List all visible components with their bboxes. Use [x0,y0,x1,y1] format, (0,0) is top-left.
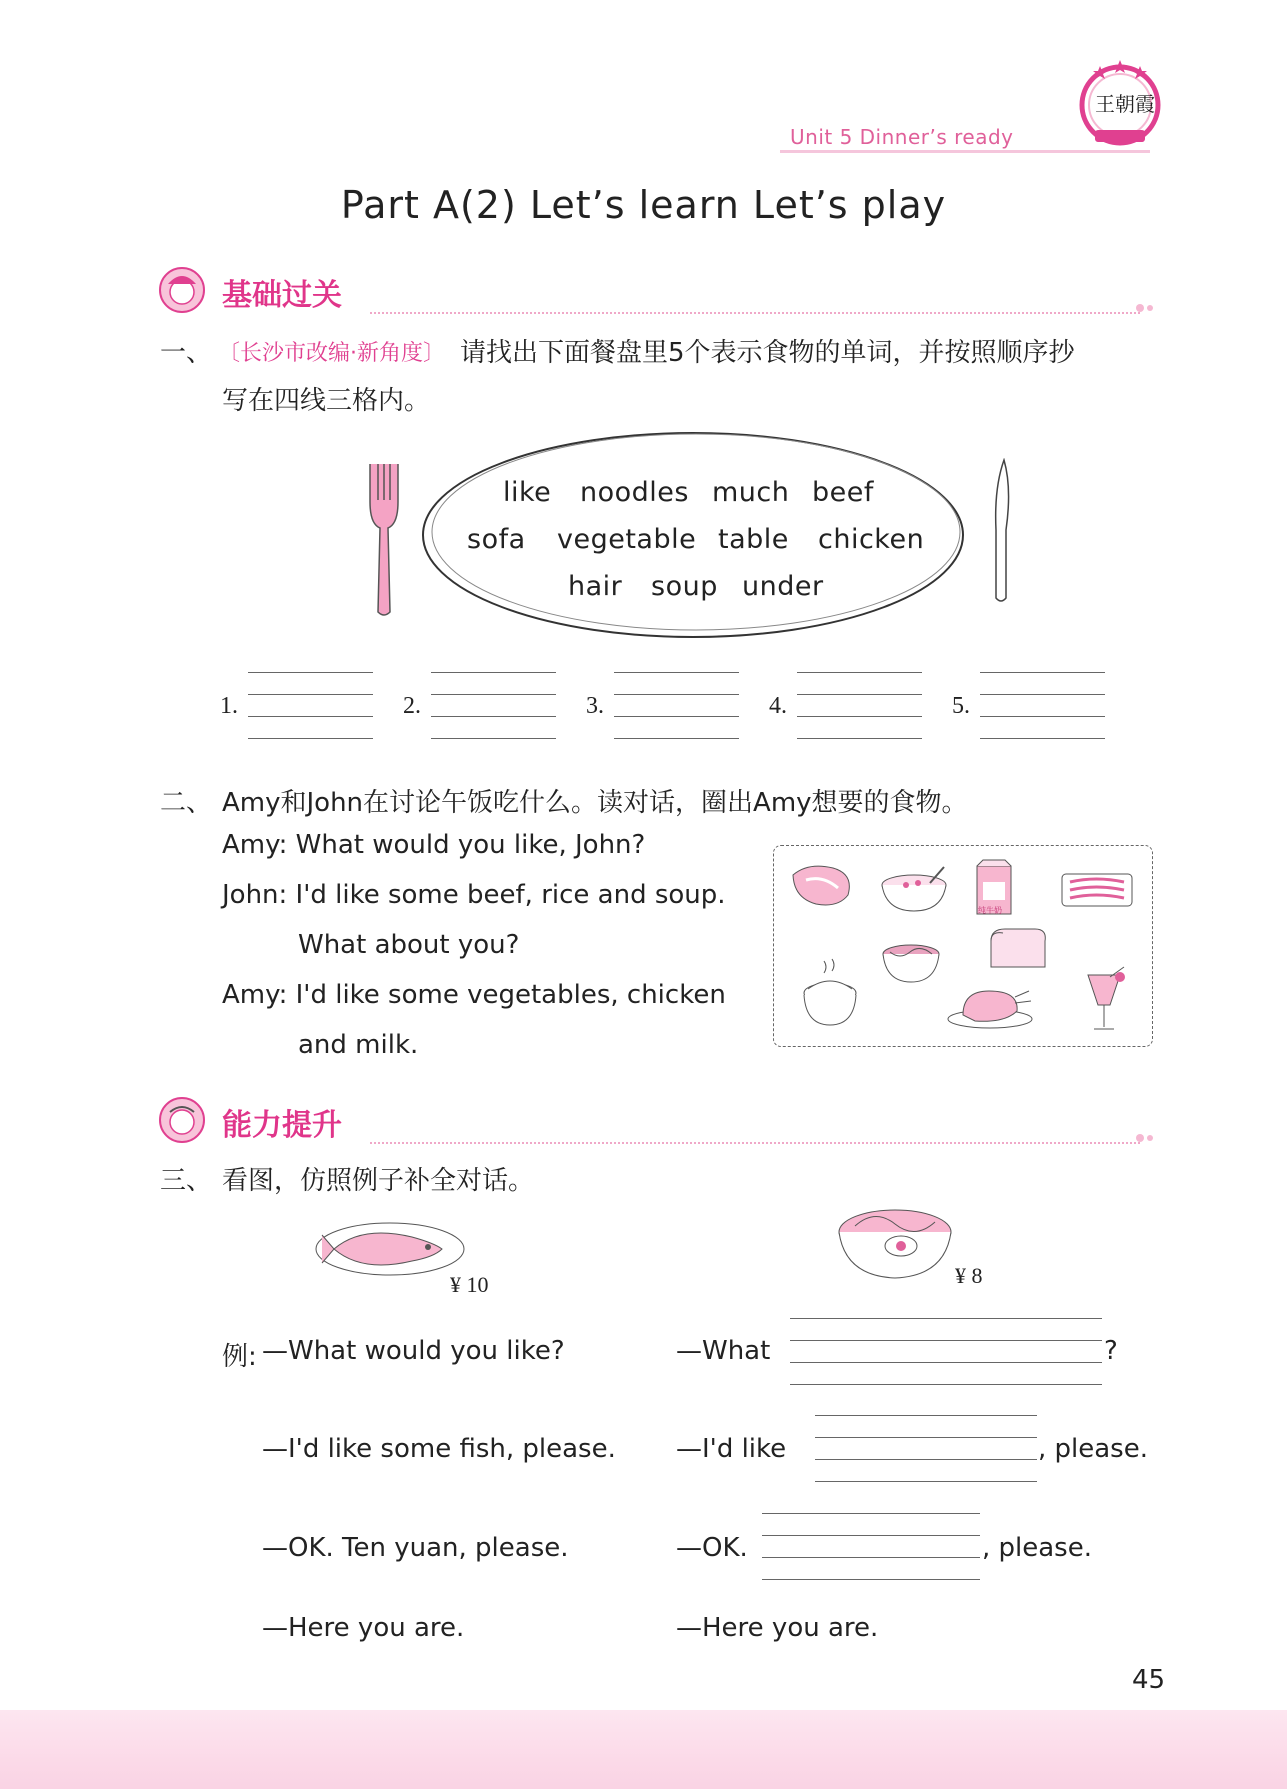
answer-line-prefix: —I'd like [676,1434,787,1464]
rice-bowl-icon[interactable] [798,955,862,1033]
noodle-bowl-with-egg-icon [835,1202,955,1282]
dots-ornament-icon [1135,300,1155,316]
blank-label: 2. [403,693,421,719]
logo-text: 王朝霞 [1095,92,1155,116]
example-line: —What would you like? [262,1336,565,1366]
answer-blank[interactable] [790,1362,1102,1363]
dialogue-line: and milk. [298,1030,419,1060]
fork-icon [366,462,402,617]
q2-instruction: Amy和John在讨论午饭吃什么。读对话，圈出Amy想要的食物。 [222,788,968,818]
section-heading-basic: 基础过关 [222,278,342,313]
header-divider [780,150,1150,153]
plate-word: under [742,571,824,602]
answer-line-suffix: , please. [982,1533,1092,1563]
answer-guide-line [790,1340,1102,1341]
plate-word: like [503,477,552,508]
dialogue-line: What about you? [298,930,520,960]
publisher-logo [1075,58,1165,148]
answer-guide-line [762,1579,980,1580]
example-line: —OK. Ten yuan, please. [262,1533,569,1563]
answer-guide-line [790,1318,1102,1319]
bread-icon[interactable] [985,925,1051,971]
answer-blank[interactable] [762,1557,980,1558]
plate-word: hair [568,571,623,602]
plate-word: much [712,477,790,508]
knife-icon [990,458,1012,604]
answer-guide-line [815,1481,1037,1482]
soup-icon[interactable] [878,865,950,915]
dots-ornament-icon [1135,1130,1155,1146]
q1-instruction: 请找出下面餐盘里5个表示食物的单词，并按照顺序抄 [460,338,1075,368]
q3-instruction: 看图，仿照例子补全对话。 [222,1166,535,1196]
plate-word: soup [651,571,718,602]
q1-instruction-cont: 写在四线三格内。 [222,386,431,416]
roast-chicken-icon[interactable] [945,985,1035,1029]
answer-line-suffix: ? [1104,1336,1118,1366]
section-divider [370,312,1140,314]
answer-line-suffix: , please. [1038,1434,1148,1464]
q3-number: 三、 [160,1166,213,1196]
answer-blank[interactable] [815,1459,1037,1460]
q1-source-tag: 〔长沙市改编·新角度〕 [218,341,445,366]
q1-number: 一、 [160,338,213,368]
footer-band [0,1710,1287,1789]
dialogue-line: John: I'd like some beef, rice and soup. [222,880,726,910]
blank-label: 5. [952,693,970,719]
answer-line: —Here you are. [676,1613,879,1643]
plate-word: chicken [818,524,925,555]
answer-guide-line [790,1384,1102,1385]
dialogue-line: Amy: I'd like some vegetables, chicken [222,980,726,1010]
example-line: —I'd like some fish, please. [262,1434,616,1464]
section-divider [370,1142,1140,1144]
page-title: Part A(2) Let’s learn Let’s play [340,183,947,227]
milk-carton-icon[interactable] [973,858,1015,918]
writing-blank[interactable] [614,672,739,740]
answer-guide-line [762,1535,980,1536]
answer-guide-line [815,1437,1037,1438]
plate-word: sofa [467,524,526,555]
price-tag: ¥ 8 [955,1263,983,1288]
plate-word: table [718,524,789,555]
bacon-icon[interactable] [1058,868,1136,912]
blank-label: 4. [769,693,787,719]
plate-word: vegetable [557,524,697,555]
answer-line-prefix: —What [676,1336,771,1366]
writing-blank[interactable] [797,672,922,740]
answer-guide-line [815,1415,1037,1416]
example-label: 例: [222,1342,257,1372]
writing-blank[interactable] [248,672,373,740]
plate-word: beef [812,477,874,508]
page-number: 45 [1132,1665,1166,1695]
plate-word: noodles [580,477,689,508]
section-heading-advanced: 能力提升 [222,1108,342,1143]
q2-number: 二、 [160,788,213,818]
price-tag: ¥ 10 [450,1272,489,1297]
milk-label: 纯牛奶 [978,906,1002,915]
unit-header: Unit 5 Dinner’s ready [790,125,1014,149]
answer-guide-line [762,1513,980,1514]
example-line: —Here you are. [262,1613,465,1643]
fish-dish-icon [312,1215,467,1280]
dialogue-line: Amy: What would you like, John? [222,830,646,860]
writing-blank[interactable] [980,672,1105,740]
answer-line-prefix: —OK. [676,1533,748,1563]
writing-blank[interactable] [431,672,556,740]
boy-avatar-icon [158,1096,206,1144]
blank-label: 1. [220,693,238,719]
juice-glass-icon[interactable] [1080,965,1132,1035]
blank-label: 3. [586,693,604,719]
girl-avatar-icon [158,266,206,314]
noodles-bowl-icon[interactable] [880,940,942,986]
beef-icon[interactable] [788,860,858,910]
